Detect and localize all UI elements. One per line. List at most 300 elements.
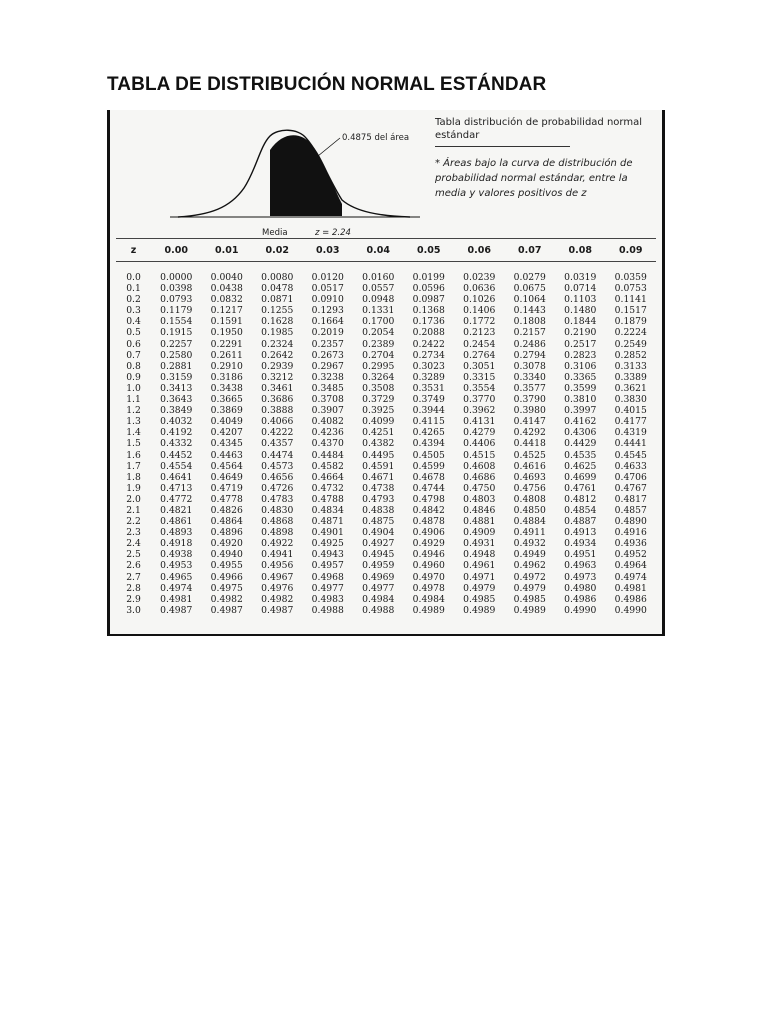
- area-value-cell: 0.4429: [564, 438, 597, 450]
- z-value-cell: 2.6: [126, 560, 141, 572]
- area-value-cell: 0.4664: [311, 471, 344, 483]
- area-value-cell: 0.4846: [463, 504, 496, 516]
- area-value-cell: 0.2881: [160, 360, 193, 372]
- area-value-cell: 0.4955: [210, 560, 243, 572]
- area-value-cell: 0.4744: [412, 482, 445, 494]
- area-value-cell: 0.2224: [614, 327, 647, 339]
- area-value-cell: 0.4929: [412, 538, 445, 550]
- area-value-cell: 0.4916: [614, 527, 647, 539]
- media-label: Media: [262, 228, 288, 238]
- area-value-cell: 0.4987: [160, 604, 193, 616]
- area-value-cell: 0.4934: [564, 538, 597, 550]
- area-value-cell: 0.4951: [564, 549, 597, 561]
- area-value-cell: 0.2157: [513, 327, 546, 339]
- area-value-cell: 0.4842: [412, 504, 445, 516]
- area-value-cell: 0.4974: [160, 582, 193, 594]
- area-value-cell: 0.1064: [513, 294, 546, 306]
- area-value-cell: 0.4982: [261, 593, 294, 605]
- area-value-cell: 0.4931: [463, 538, 496, 550]
- area-value-cell: 0.1879: [614, 316, 647, 328]
- area-value-cell: 0.3315: [463, 371, 496, 383]
- area-value-cell: 0.3621: [614, 382, 647, 394]
- area-value-cell: 0.4821: [160, 504, 193, 516]
- area-value-cell: 0.4988: [311, 604, 344, 616]
- area-value-cell: 0.4979: [463, 582, 496, 594]
- area-value-cell: 0.0120: [311, 272, 344, 283]
- area-value-cell: 0.4868: [261, 516, 294, 528]
- area-value-cell: 0.4788: [311, 493, 344, 505]
- area-value-cell: 0.4953: [160, 560, 193, 572]
- area-value-cell: 0.0871: [261, 294, 294, 306]
- area-value-cell: 0.0160: [362, 272, 395, 283]
- area-value-cell: 0.4911: [513, 527, 546, 539]
- header-cell: 0.08: [555, 239, 606, 262]
- area-value-cell: 0.4887: [564, 516, 597, 528]
- area-value-cell: 0.3749: [412, 394, 445, 406]
- area-value-cell: 0.0319: [564, 272, 597, 283]
- area-value-cell: 0.3389: [614, 371, 647, 383]
- area-value-cell: 0.0199: [412, 272, 445, 283]
- area-value-cell: 0.1406: [463, 305, 496, 317]
- area-value-cell: 0.4918: [160, 538, 193, 550]
- area-value-cell: 0.1255: [261, 305, 294, 317]
- area-value-cell: 0.1554: [160, 316, 193, 328]
- header-cell: 0.07: [505, 239, 556, 262]
- area-value-cell: 0.4726: [261, 482, 294, 494]
- table-row: [116, 516, 656, 527]
- area-value-cell: 0.2190: [564, 327, 597, 339]
- area-value-cell: 0.4678: [412, 471, 445, 483]
- area-value-cell: 0.2852: [614, 349, 647, 361]
- area-value-cell: 0.4961: [463, 560, 496, 572]
- area-value-cell: 0.0080: [261, 272, 294, 283]
- z-value-cell: 0.6: [126, 338, 141, 350]
- area-value-cell: 0.0636: [463, 283, 496, 295]
- area-value-cell: 0.3133: [614, 360, 647, 372]
- area-value-cell: 0.4525: [513, 449, 546, 461]
- area-value-cell: 0.4922: [261, 538, 294, 550]
- area-value-cell: 0.4973: [564, 571, 597, 583]
- area-value-cell: 0.4838: [362, 504, 395, 516]
- z-value-cell: 2.8: [126, 582, 141, 594]
- shaded-area: [270, 135, 342, 216]
- area-value-cell: 0.4984: [412, 593, 445, 605]
- area-value-cell: 0.0987: [412, 294, 445, 306]
- area-value-cell: 0.0557: [362, 283, 395, 295]
- area-value-cell: 0.4957: [311, 560, 344, 572]
- table-row: [116, 294, 656, 305]
- area-value-cell: 0.4265: [412, 427, 445, 439]
- area-value-cell: 0.4761: [564, 482, 597, 494]
- area-value-cell: 0.4049: [210, 416, 243, 428]
- table-row: [116, 339, 656, 350]
- caption-rule: [435, 146, 570, 147]
- area-value-cell: 0.4573: [261, 460, 294, 472]
- area-value-cell: 0.4382: [362, 438, 395, 450]
- area-value-cell: 0.3888: [261, 405, 294, 417]
- area-value-cell: 0.4693: [513, 471, 546, 483]
- area-value-cell: 0.4474: [261, 449, 294, 461]
- area-value-cell: 0.0753: [614, 283, 647, 295]
- area-value-cell: 0.3643: [160, 394, 193, 406]
- area-value-cell: 0.4162: [564, 416, 597, 428]
- area-pointer: [318, 138, 340, 156]
- z-value-cell: 0.4: [126, 316, 141, 328]
- area-value-cell: 0.3078: [513, 360, 546, 372]
- area-value-cell: 0.3729: [362, 394, 395, 406]
- area-value-cell: 0.2995: [362, 360, 395, 372]
- area-value-cell: 0.4927: [362, 538, 395, 550]
- area-value-cell: 0.4767: [614, 482, 647, 494]
- area-value-cell: 0.4495: [362, 449, 395, 461]
- header-cell: 0.09: [606, 239, 657, 262]
- area-value-cell: 0.2486: [513, 338, 546, 350]
- z-value-cell: 2.9: [126, 593, 141, 605]
- z-value-cell: 2.5: [126, 549, 141, 561]
- area-value-cell: 0.4656: [261, 471, 294, 483]
- area-value-cell: 0.4979: [513, 582, 546, 594]
- area-value-cell: 0.4986: [564, 593, 597, 605]
- area-value-cell: 0.2673: [311, 349, 344, 361]
- header-cell: 0.05: [404, 239, 455, 262]
- area-value-cell: 0.4306: [564, 427, 597, 439]
- area-value-cell: 0.4406: [463, 438, 496, 450]
- area-value-cell: 0.4984: [362, 593, 395, 605]
- area-value-cell: 0.3980: [513, 405, 546, 417]
- area-value-cell: 0.4066: [261, 416, 294, 428]
- area-value-cell: 0.4906: [412, 527, 445, 539]
- z-value-cell: 0.2: [126, 294, 141, 306]
- area-value-cell: 0.4970: [412, 571, 445, 583]
- area-value-cell: 0.3365: [564, 371, 597, 383]
- area-value-cell: 0.4965: [160, 571, 193, 583]
- area-value-cell: 0.4564: [210, 460, 243, 472]
- area-value-cell: 0.4418: [513, 438, 546, 450]
- area-value-cell: 0.4959: [362, 560, 395, 572]
- z-value-cell: 0.0: [126, 272, 141, 283]
- header-row: [116, 239, 656, 262]
- header-cell: 0.02: [252, 239, 303, 262]
- area-label: 0.4875 del área: [342, 133, 410, 143]
- area-value-cell: 0.4893: [160, 527, 193, 539]
- z-value-cell: 2.2: [126, 516, 141, 528]
- area-value-cell: 0.1331: [362, 305, 395, 317]
- area-value-cell: 0.4370: [311, 438, 344, 450]
- area-value-cell: 0.0000: [160, 272, 193, 283]
- area-value-cell: 0.4441: [614, 438, 647, 450]
- area-value-cell: 0.4834: [311, 504, 344, 516]
- area-value-cell: 0.4826: [210, 504, 243, 516]
- area-value-cell: 0.4554: [160, 460, 193, 472]
- area-value-cell: 0.4875: [362, 516, 395, 528]
- area-value-cell: 0.3554: [463, 382, 496, 394]
- area-value-cell: 0.1664: [311, 316, 344, 328]
- area-value-cell: 0.2019: [311, 327, 344, 339]
- table-row: [116, 305, 656, 316]
- area-value-cell: 0.4332: [160, 438, 193, 450]
- area-value-cell: 0.4871: [311, 516, 344, 528]
- area-value-cell: 0.4909: [463, 527, 496, 539]
- page-title: TABLA DE DISTRIBUCIÓN NORMAL ESTÁNDAR: [107, 74, 547, 95]
- area-value-cell: 0.3238: [311, 371, 344, 383]
- table-row: [116, 560, 656, 571]
- area-value-cell: 0.3051: [463, 360, 496, 372]
- table-row: [116, 605, 656, 616]
- area-value-cell: 0.3599: [564, 382, 597, 394]
- area-value-cell: 0.4904: [362, 527, 395, 539]
- area-value-cell: 0.0359: [614, 272, 647, 283]
- area-value-cell: 0.1950: [210, 327, 243, 339]
- area-value-cell: 0.4591: [362, 460, 395, 472]
- table-body: [116, 262, 656, 616]
- area-value-cell: 0.2580: [160, 349, 193, 361]
- area-value-cell: 0.3212: [261, 371, 294, 383]
- figure-caption: [435, 116, 655, 201]
- area-value-cell: 0.0438: [210, 283, 243, 295]
- area-value-cell: 0.4099: [362, 416, 395, 428]
- area-value-cell: 0.4987: [210, 604, 243, 616]
- area-value-cell: 0.1141: [614, 294, 647, 306]
- area-value-cell: 0.1217: [210, 305, 243, 317]
- area-value-cell: 0.0596: [412, 283, 445, 295]
- table-row: [116, 494, 656, 505]
- area-value-cell: 0.4236: [311, 427, 344, 439]
- table-row: [116, 583, 656, 594]
- caption-title: Tabla distribución de probabilidad normal estándar: [435, 117, 642, 141]
- area-value-cell: 0.0714: [564, 283, 597, 295]
- area-value-cell: 0.4988: [362, 604, 395, 616]
- area-value-cell: 0.4032: [160, 416, 193, 428]
- table-row: [116, 427, 656, 438]
- area-value-cell: 0.0239: [463, 272, 496, 283]
- area-value-cell: 0.4625: [564, 460, 597, 472]
- area-value-cell: 0.4898: [261, 527, 294, 539]
- area-value-cell: 0.2324: [261, 338, 294, 350]
- area-value-cell: 0.0675: [513, 283, 546, 295]
- area-value-cell: 0.0517: [311, 283, 344, 295]
- area-value-cell: 0.4989: [412, 604, 445, 616]
- z-value-cell: 1.6: [126, 449, 141, 461]
- area-value-cell: 0.1026: [463, 294, 496, 306]
- z-value-cell: 0.1: [126, 283, 141, 295]
- area-value-cell: 0.0478: [261, 283, 294, 295]
- area-value-cell: 0.1808: [513, 316, 546, 328]
- area-value-cell: 0.1103: [564, 294, 597, 306]
- area-value-cell: 0.4989: [513, 604, 546, 616]
- area-value-cell: 0.3686: [261, 394, 294, 406]
- area-value-cell: 0.2389: [362, 338, 395, 350]
- table-row: [116, 483, 656, 494]
- area-value-cell: 0.1443: [513, 305, 546, 317]
- z-value-cell: 2.7: [126, 571, 141, 583]
- area-value-cell: 0.4015: [614, 405, 647, 417]
- area-value-cell: 0.4981: [160, 593, 193, 605]
- area-value-cell: 0.4756: [513, 482, 546, 494]
- z-value-cell: 2.0: [126, 493, 141, 505]
- area-value-cell: 0.4890: [614, 516, 647, 528]
- area-value-cell: 0.3461: [261, 382, 294, 394]
- area-value-cell: 0.4962: [513, 560, 546, 572]
- area-value-cell: 0.3438: [210, 382, 243, 394]
- z-value-cell: 3.0: [126, 604, 141, 616]
- area-value-cell: 0.4913: [564, 527, 597, 539]
- header-cell: 0.04: [353, 239, 404, 262]
- area-value-cell: 0.3340: [513, 371, 546, 383]
- area-value-cell: 0.4783: [261, 493, 294, 505]
- area-value-cell: 0.3770: [463, 394, 496, 406]
- area-value-cell: 0.3186: [210, 371, 243, 383]
- area-value-cell: 0.2517: [564, 338, 597, 350]
- z-value-cell: 1.1: [126, 394, 141, 406]
- z-value-cell: 2.1: [126, 504, 141, 516]
- area-value-cell: 0.2794: [513, 349, 546, 361]
- area-value-cell: 0.1517: [614, 305, 647, 317]
- area-value-cell: 0.4798: [412, 493, 445, 505]
- area-value-cell: 0.4671: [362, 471, 395, 483]
- area-value-cell: 0.3962: [463, 405, 496, 417]
- area-value-cell: 0.4778: [210, 493, 243, 505]
- area-value-cell: 0.4945: [362, 549, 395, 561]
- area-value-cell: 0.4896: [210, 527, 243, 539]
- area-value-cell: 0.4750: [463, 482, 496, 494]
- area-value-cell: 0.3869: [210, 405, 243, 417]
- area-value-cell: 0.0398: [160, 283, 193, 295]
- scanned-table-image: [107, 110, 665, 636]
- header-cell: z: [116, 239, 151, 262]
- area-value-cell: 0.3106: [564, 360, 597, 372]
- area-value-cell: 0.4966: [210, 571, 243, 583]
- area-value-cell: 0.2123: [463, 327, 496, 339]
- area-value-cell: 0.4977: [311, 582, 344, 594]
- area-value-cell: 0.3264: [362, 371, 395, 383]
- table-row: [116, 283, 656, 294]
- area-value-cell: 0.4649: [210, 471, 243, 483]
- area-value-cell: 0.4599: [412, 460, 445, 472]
- area-value-cell: 0.3159: [160, 371, 193, 383]
- table-row: [116, 461, 656, 472]
- area-value-cell: 0.4830: [261, 504, 294, 516]
- area-value-cell: 0.1736: [412, 316, 445, 328]
- area-value-cell: 0.4222: [261, 427, 294, 439]
- area-value-cell: 0.1772: [463, 316, 496, 328]
- area-value-cell: 0.4968: [311, 571, 344, 583]
- area-value-cell: 0.4864: [210, 516, 243, 528]
- header-cell: 0.03: [303, 239, 354, 262]
- area-value-cell: 0.1293: [311, 305, 344, 317]
- area-value-cell: 0.4946: [412, 549, 445, 561]
- z-value-cell: 1.9: [126, 482, 141, 494]
- z-value-cell: 2.4: [126, 538, 141, 550]
- area-value-cell: 0.2257: [160, 338, 193, 350]
- table-row: [116, 549, 656, 560]
- area-value-cell: 0.3577: [513, 382, 546, 394]
- area-value-cell: 0.4345: [210, 438, 243, 450]
- area-value-cell: 0.4357: [261, 438, 294, 450]
- area-value-cell: 0.4943: [311, 549, 344, 561]
- area-value-cell: 0.4319: [614, 427, 647, 439]
- area-value-cell: 0.4985: [513, 593, 546, 605]
- area-value-cell: 0.1368: [412, 305, 445, 317]
- area-value-cell: 0.4975: [210, 582, 243, 594]
- area-value-cell: 0.4545: [614, 449, 647, 461]
- area-value-cell: 0.4641: [160, 471, 193, 483]
- area-value-cell: 0.4452: [160, 449, 193, 461]
- table-row: [116, 450, 656, 461]
- area-value-cell: 0.1985: [261, 327, 294, 339]
- area-value-cell: 0.4719: [210, 482, 243, 494]
- area-value-cell: 0.4857: [614, 504, 647, 516]
- area-value-cell: 0.4884: [513, 516, 546, 528]
- table-row: [116, 394, 656, 405]
- table-row: [116, 572, 656, 583]
- area-value-cell: 0.4616: [513, 460, 546, 472]
- area-value-cell: 0.4394: [412, 438, 445, 450]
- area-value-cell: 0.0948: [362, 294, 395, 306]
- area-value-cell: 0.2291: [210, 338, 243, 350]
- area-value-cell: 0.4941: [261, 549, 294, 561]
- area-value-cell: 0.4967: [261, 571, 294, 583]
- area-value-cell: 0.4925: [311, 538, 344, 550]
- table-row: [116, 327, 656, 338]
- area-value-cell: 0.4732: [311, 482, 344, 494]
- area-value-cell: 0.4147: [513, 416, 546, 428]
- area-value-cell: 0.2734: [412, 349, 445, 361]
- area-value-cell: 0.4901: [311, 527, 344, 539]
- table-row: [116, 262, 656, 284]
- area-value-cell: 0.2704: [362, 349, 395, 361]
- z-value-cell: 0.5: [126, 327, 141, 339]
- area-value-cell: 0.4972: [513, 571, 546, 583]
- area-value-cell: 0.4505: [412, 449, 445, 461]
- area-value-cell: 0.2910: [210, 360, 243, 372]
- area-value-cell: 0.4949: [513, 549, 546, 561]
- area-value-cell: 0.2054: [362, 327, 395, 339]
- area-value-cell: 0.4177: [614, 416, 647, 428]
- z-label: z = 2.24: [315, 228, 351, 238]
- z-value-cell: 0.8: [126, 360, 141, 372]
- z-value-cell: 0.7: [126, 349, 141, 361]
- area-value-cell: 0.3531: [412, 382, 445, 394]
- area-value-cell: 0.1480: [564, 305, 597, 317]
- z-value-cell: 0.9: [126, 371, 141, 383]
- area-value-cell: 0.4082: [311, 416, 344, 428]
- z-value-cell: 1.0: [126, 382, 141, 394]
- table-row: [116, 361, 656, 372]
- area-value-cell: 0.1844: [564, 316, 597, 328]
- area-value-cell: 0.4938: [160, 549, 193, 561]
- table-row: [116, 527, 656, 538]
- area-value-cell: 0.3485: [311, 382, 344, 394]
- area-value-cell: 0.4985: [463, 593, 496, 605]
- area-value-cell: 0.4989: [463, 604, 496, 616]
- area-value-cell: 0.2422: [412, 338, 445, 350]
- z-value-cell: 0.3: [126, 305, 141, 317]
- area-value-cell: 0.4279: [463, 427, 496, 439]
- area-value-cell: 0.1179: [160, 305, 193, 317]
- z-value-cell: 1.2: [126, 405, 141, 417]
- area-value-cell: 0.0279: [513, 272, 546, 283]
- table-row: [116, 472, 656, 483]
- area-value-cell: 0.3708: [311, 394, 344, 406]
- area-value-cell: 0.2764: [463, 349, 496, 361]
- area-value-cell: 0.1628: [261, 316, 294, 328]
- area-value-cell: 0.4699: [564, 471, 597, 483]
- area-value-cell: 0.4969: [362, 571, 395, 583]
- area-value-cell: 0.4990: [564, 604, 597, 616]
- area-value-cell: 0.1700: [362, 316, 395, 328]
- area-value-cell: 0.2549: [614, 338, 647, 350]
- area-value-cell: 0.4971: [463, 571, 496, 583]
